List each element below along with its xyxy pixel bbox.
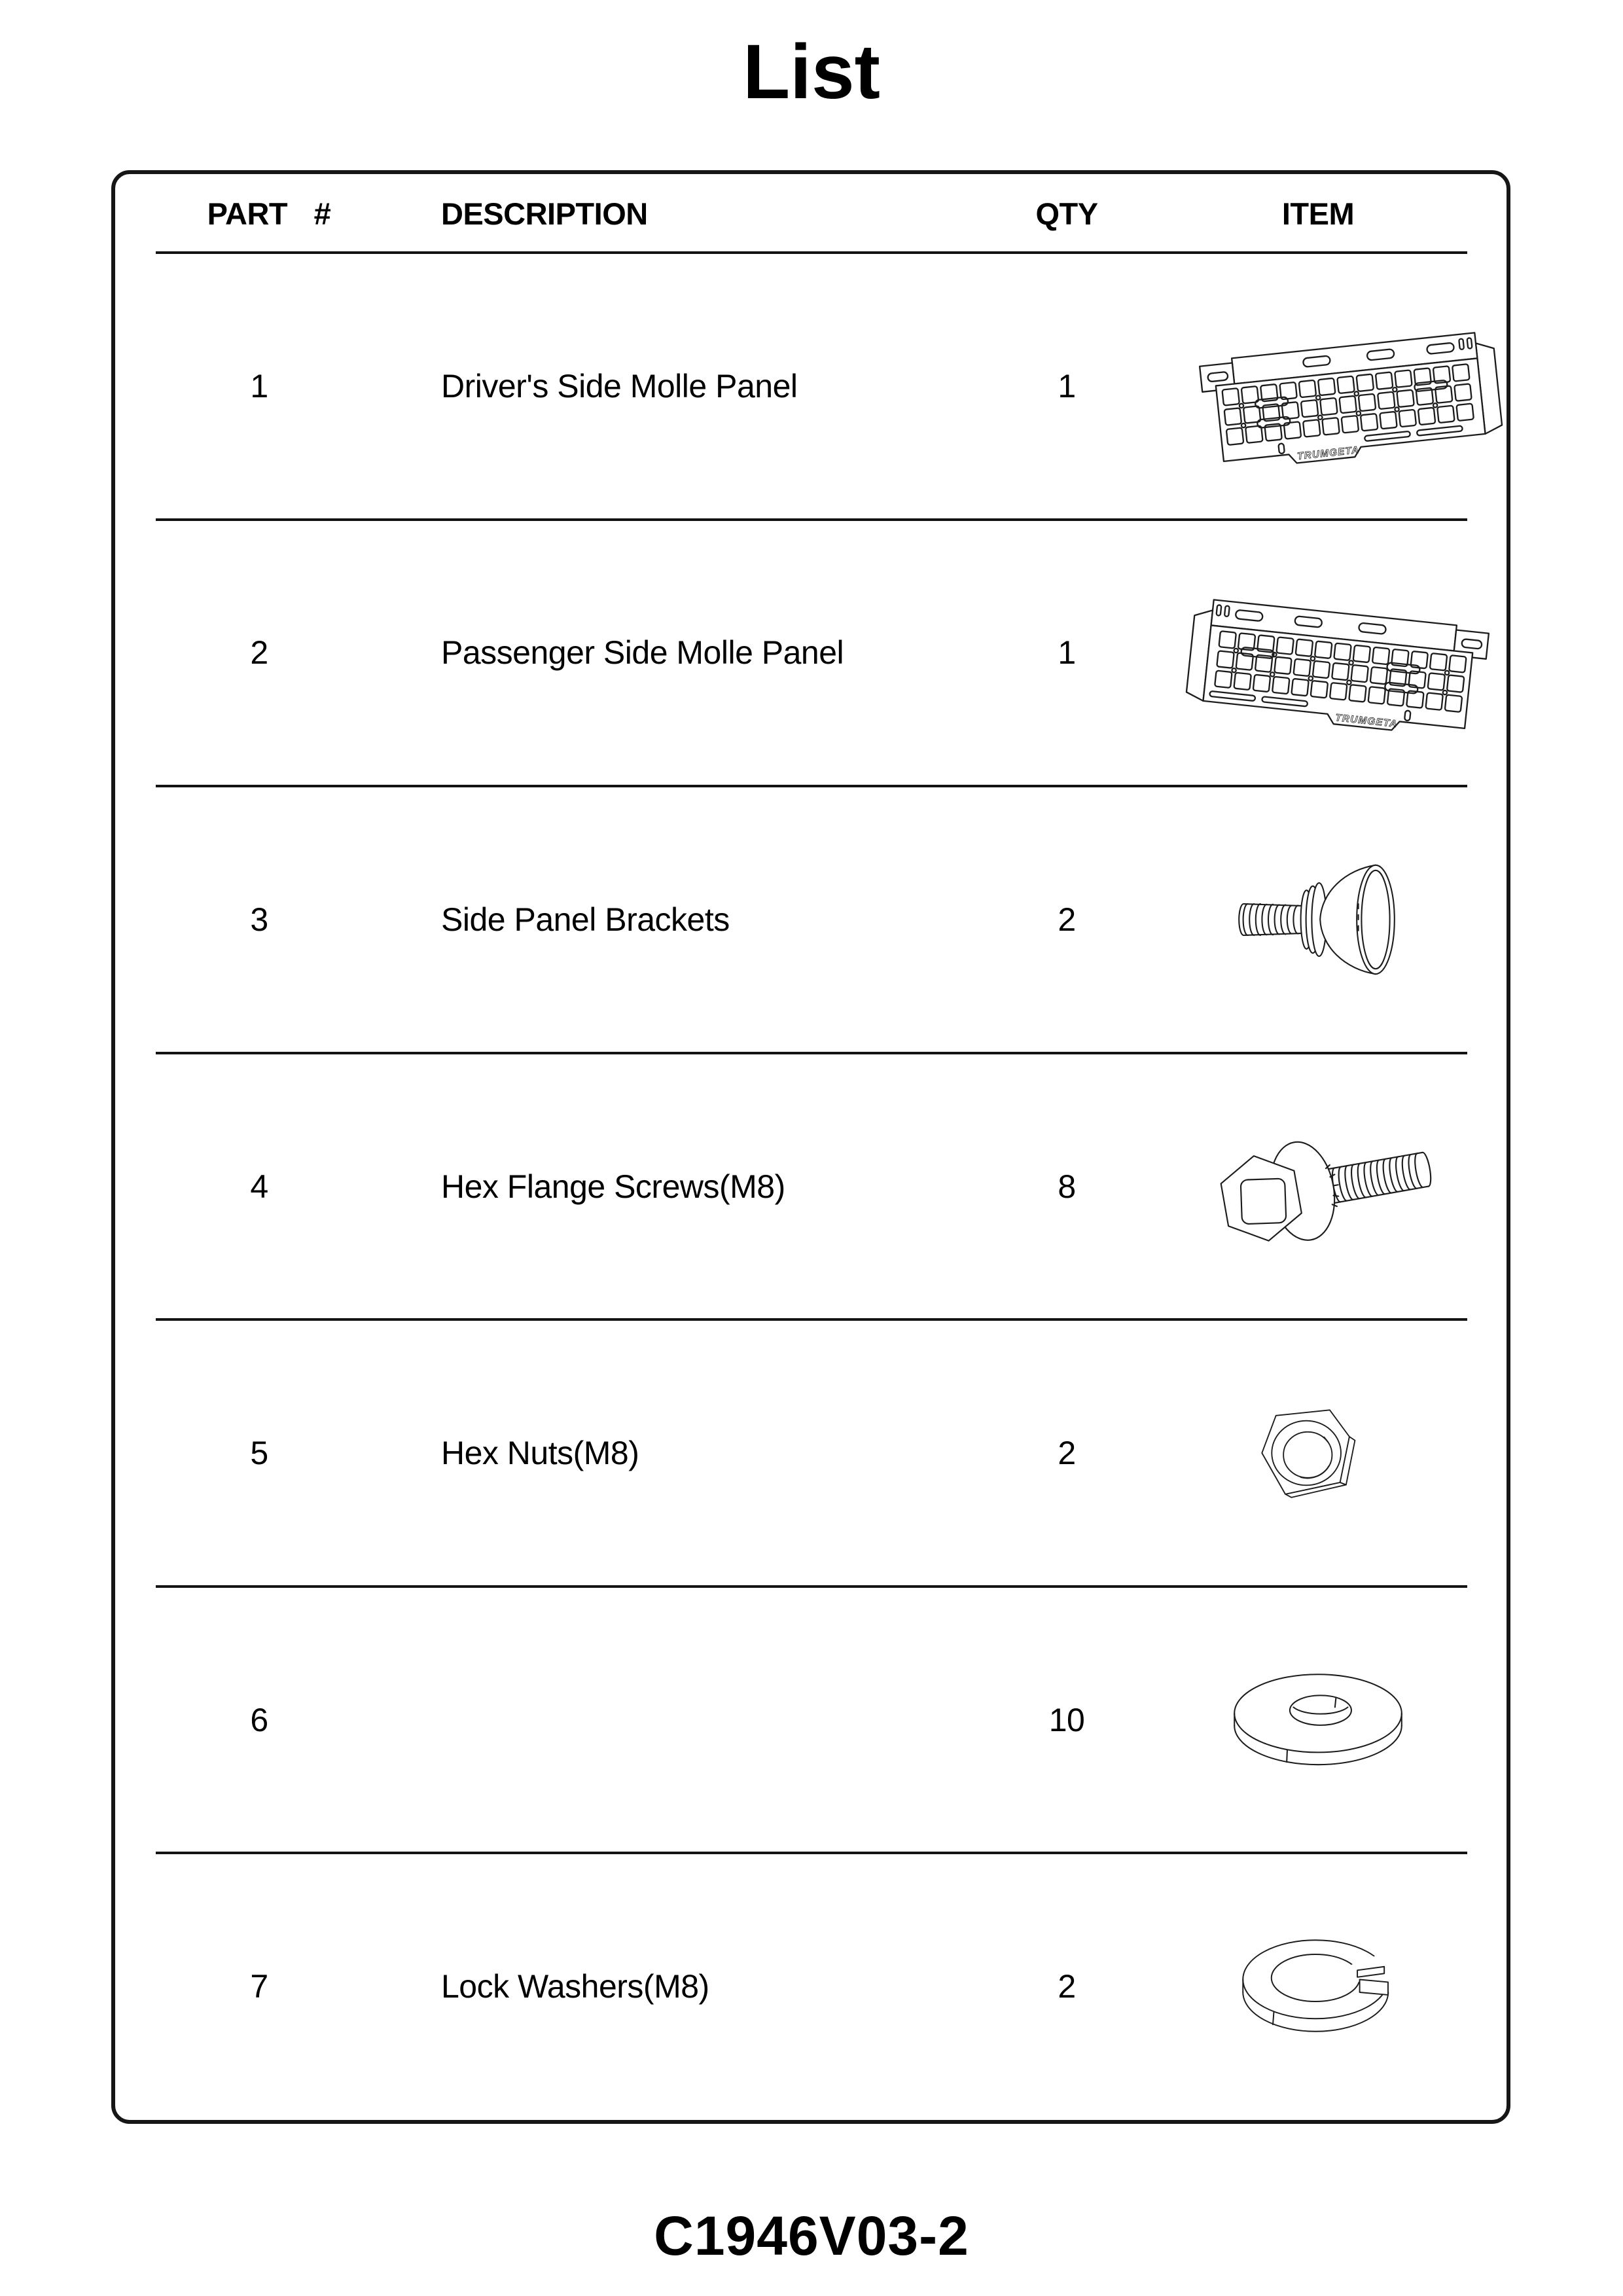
part-item-cell: [1181, 852, 1507, 988]
part-qty: 10: [1048, 1701, 1085, 1738]
parts-table: [111, 170, 1510, 2124]
part-description: Hex Nuts(M8): [441, 1435, 639, 1472]
part-description: Hex Flange Screws(M8): [441, 1168, 785, 1205]
table-row: [115, 1853, 1507, 2120]
table-row: [115, 1319, 1507, 1587]
molle-panel-driver-illustration: [1181, 301, 1508, 471]
part-description: Passenger Side Molle Panel: [441, 634, 844, 672]
molle-panel-passenger-illustration: [1181, 568, 1508, 738]
part-qty: 1: [1058, 367, 1076, 404]
document-code: C1946V03-2: [654, 2205, 969, 2267]
part-number: 7: [250, 1968, 268, 2005]
part-number: 1: [250, 367, 268, 404]
part-item-cell: [1181, 1388, 1507, 1518]
header-item: ITEM: [1281, 196, 1355, 231]
part-qty: 2: [1058, 1435, 1076, 1472]
part-qty: 2: [1058, 1968, 1076, 2005]
part-qty: 2: [1058, 901, 1076, 938]
table-row: [115, 520, 1507, 787]
table-row: [115, 1053, 1507, 1320]
table-row: [115, 786, 1507, 1053]
part-item-cell: [1181, 301, 1559, 471]
part-qty: 1: [1058, 634, 1076, 672]
page-title: List: [743, 29, 880, 115]
svg-text:TRUMGETA: TRUMGETA: [1296, 444, 1361, 463]
header-part-number: PART #: [207, 196, 331, 231]
header-qty: QTY: [1035, 196, 1098, 231]
part-number: 2: [250, 634, 268, 672]
table-body: [115, 253, 1507, 2120]
header-description: DESCRIPTION: [441, 196, 648, 231]
part-item-cell: [1181, 1923, 1507, 2051]
table-header-row: [115, 174, 1507, 253]
part-description: Driver's Side Molle Panel: [441, 367, 798, 404]
part-number: 5: [250, 1435, 268, 1472]
part-description: Side Panel Brackets: [441, 901, 730, 938]
part-item-cell: [1181, 1656, 1507, 1784]
hex-flange-screw-illustration: [1197, 1119, 1439, 1254]
svg-text:TRUMGETA: TRUMGETA: [1334, 711, 1399, 730]
part-item-cell: [1181, 1119, 1507, 1254]
part-item-cell: [1181, 568, 1559, 738]
table-row: [115, 253, 1507, 520]
lock-washer-illustration: [1220, 1923, 1416, 2051]
flat-washer-illustration: [1210, 1656, 1426, 1784]
part-number: 3: [250, 901, 268, 938]
part-number: 6: [250, 1701, 268, 1738]
knob-bracket-illustration: [1213, 852, 1423, 988]
hex-nut-illustration: [1236, 1388, 1400, 1518]
part-number: 4: [250, 1168, 268, 1205]
table-row: [115, 1587, 1507, 1854]
part-qty: 8: [1058, 1168, 1076, 1205]
part-description: Lock Washers(M8): [441, 1968, 709, 2005]
